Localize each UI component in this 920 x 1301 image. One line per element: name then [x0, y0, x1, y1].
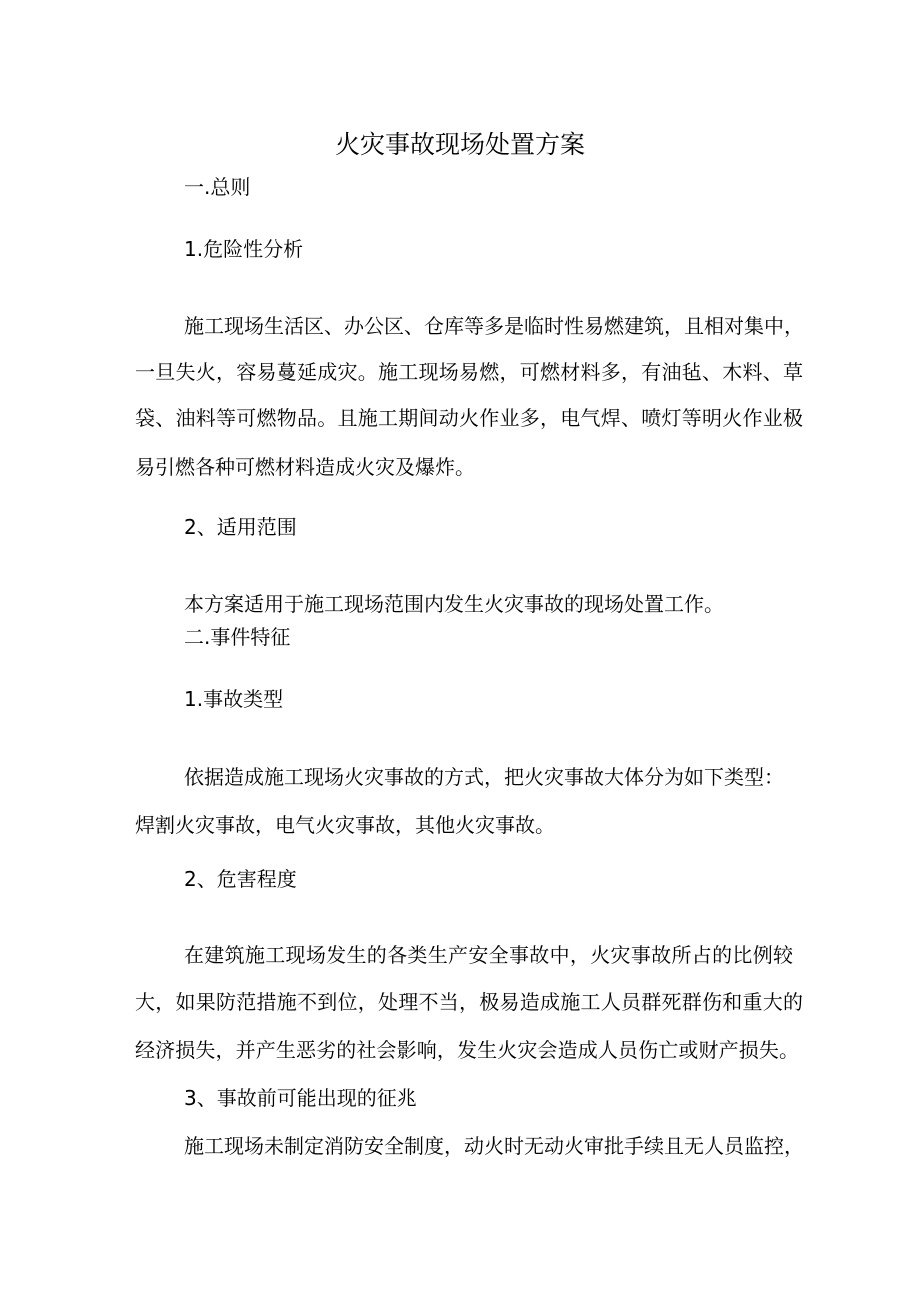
paragraph-line: 大，如果防范措施不到位，处理不当，极易造成施工人员群死群伤和重大的 — [135, 990, 803, 1014]
paragraph-line: 易引燃各种可燃材料造成火灾及爆炸。 — [135, 455, 475, 479]
paragraph-line: 经济损失，并产生恶劣的社会影响，发生火灾会造成人员伤亡或财产损失。 — [135, 1038, 799, 1062]
subheading-scope: 2、适用范围 — [184, 515, 297, 539]
subheading-risk-analysis: 1.危险性分析 — [184, 237, 304, 261]
paragraph-line: 在建筑施工现场发生的各类生产安全事故中，火灾事故所占的比例较 — [184, 943, 793, 967]
subheading-accident-type: 1.事故类型 — [184, 687, 284, 711]
subheading-hazard-degree: 2、危害程度 — [184, 867, 297, 891]
section-heading-general: 一.总则 — [184, 175, 251, 199]
paragraph-line: 依据造成施工现场火灾事故的方式，把火灾事故大体分为如下类型： — [184, 765, 784, 789]
paragraph-line: 一旦失火，容易蔓延成灾。施工现场易燃，可燃材料多，有油毡、木料、草 — [135, 360, 803, 384]
section-heading-event-features: 二.事件特征 — [184, 625, 291, 649]
document-title: 火灾事故现场处置方案 — [334, 130, 585, 159]
paragraph-line: 袋、油料等可燃物品。且施工期间动火作业多，电气焊、喷灯等明火作业极 — [135, 406, 803, 430]
paragraph-line: 施工现场生活区、办公区、仓库等多是临时性易燃建筑，且相对集中， — [184, 314, 804, 338]
paragraph-line: 焊割火灾事故，电气火灾事故，其他火灾事故。 — [135, 813, 555, 837]
paragraph-line: 本方案适用于施工现场范围内发生火灾事故的现场处置工作。 — [184, 592, 724, 616]
subheading-warning-signs: 3、事故前可能出现的征兆 — [184, 1086, 417, 1110]
paragraph-line: 施工现场未制定消防安全制度，动火时无动火审批手续且无人员监控， — [184, 1134, 804, 1158]
